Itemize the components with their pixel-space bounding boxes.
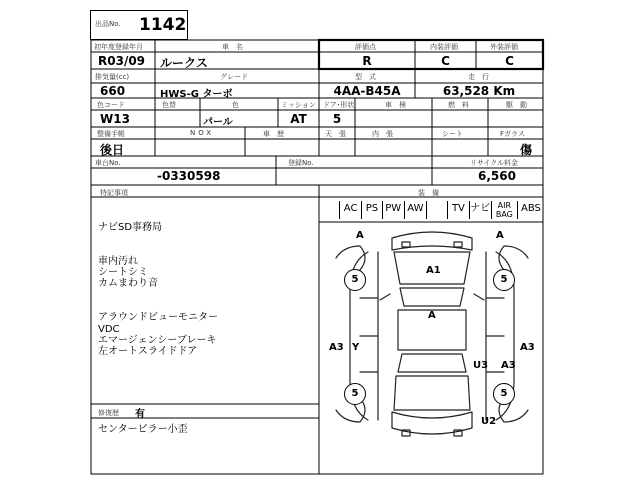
damage-mark: U2 [481,416,497,427]
equipment-airbag: AIR BAG [492,201,518,219]
damage-circle: 5 [493,269,515,291]
displacement-header: 排気量(cc) [95,73,130,81]
color-code-value: W13 [100,112,130,126]
notes-line: 車内汚れ [98,255,138,267]
color-type-header: 色替 [162,101,176,109]
model-value: 4AA-B45A [333,84,401,98]
grade-value: HWS-G ターボ [160,89,233,100]
notes-line: カムまわり音 [98,278,158,290]
chassis-header: 車台No. [95,159,121,167]
notes-line: 左オートスライドドア [98,346,198,358]
repair-note: センターピラー小歪 [98,424,188,435]
equipment-pw: PW [383,201,405,219]
damage-mark: Y [352,342,360,353]
drive-header: 駆 動 [506,101,527,109]
damage-mark: A3 [520,342,535,353]
score-value: R [362,54,372,68]
damage-mark: A1 [426,265,441,276]
recycle-value: 6,560 [478,169,516,183]
score-header: 評価点 [355,43,376,51]
notes-line: シートシミ [98,267,148,279]
repair-history-value: 有 [135,409,145,420]
mileage-value: 63,528 Km [442,84,516,98]
car-name-value: ルークス [160,56,208,70]
exterior-value: C [505,54,514,68]
color-code-header: 色コード [97,101,125,109]
equipment-tv: TV [448,201,469,219]
equipment-header: 装 備 [418,189,439,197]
damage-mark: A3 [501,360,516,371]
mission-header: ミッション [281,101,316,109]
equipment-aw: AW [405,201,427,219]
exterior-header: 外装評価 [490,43,518,51]
door-header: ドア･形状 [323,101,355,109]
damage-mark: U3 [473,360,489,371]
equipment-navi: ナビ [470,201,492,219]
notes-line: VDC [98,323,120,335]
door-value: 5 [332,112,342,126]
f-glass-header: Fガラス [500,130,525,138]
model-header: 型 式 [355,73,376,81]
seat-header: シート [442,130,463,138]
notes-line: アラウンドビューモニター [98,312,218,324]
notes-header: 特記事項 [100,189,128,197]
damage-mark: A [356,230,364,241]
grade-header: グレード [220,73,248,81]
recycle-header: リサイクル料金 [470,159,519,167]
notes-line: エマージェンシーブレーキ [98,334,217,346]
equipment-ps: PS [362,201,382,219]
inspection-header: 車 検 [385,101,406,109]
car-name-header: 車 名 [222,43,243,51]
damage-circle: 5 [344,383,366,405]
interior-value: C [441,54,450,68]
sunroof-header: 天 張 [325,130,346,138]
color-value: パール [203,117,233,128]
color-header: 色 [232,101,239,109]
repair-history-label: 修復歴 [98,409,119,417]
damage-mark: A [496,230,504,241]
lot-number: 1142 [139,15,187,35]
damage-mark: A [428,310,436,321]
fuel-header: 燃 料 [448,101,469,109]
damage-circle: 5 [493,383,515,405]
reg-date-value: R03/09 [98,54,146,68]
damage-circle: 5 [344,269,366,291]
displacement-value: 660 [100,84,126,98]
chassis-value: -0330598 [157,169,221,183]
history-header: 車 歴 [263,130,284,138]
equipment-abs: ABS [521,203,541,214]
reg-no-header: 登録No. [288,159,314,167]
lot-label: 出品No. [95,20,121,28]
mileage-header: 走 行 [468,73,489,81]
interior-header: 内装評価 [430,43,458,51]
maintenance-header: 整備手帳 [97,130,125,138]
nox-header: NOX [190,129,215,137]
f-glass-value: 傷 [520,143,533,157]
interior-trim-header: 内 張 [372,130,393,138]
maintenance-value: 後日 [100,143,125,157]
mission-value: AT [290,112,307,126]
equipment-ac: AC [340,201,362,219]
reg-date-header: 初年度登録年月 [94,43,143,51]
notes-line: ナビSD事務局 [98,222,163,233]
damage-mark: A3 [329,342,344,353]
